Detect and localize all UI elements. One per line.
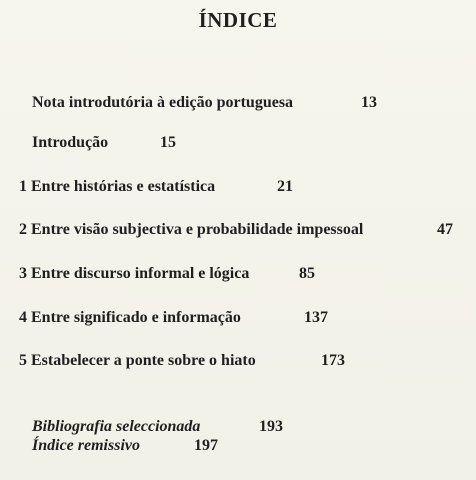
toc-entry-page: 47 <box>437 221 453 238</box>
toc-entry-page: 13 <box>361 94 377 111</box>
toc-entry-page: 137 <box>304 309 328 326</box>
toc-entry-label: Entre visão subjectiva e probabilidade impessoal <box>31 221 364 238</box>
toc-entry-label: Entre histórias e estatística <box>31 178 216 195</box>
toc-entry-page: 193 <box>259 418 283 435</box>
toc-entry-label: Entre discurso informal e lógica <box>31 265 250 282</box>
toc-entry-label: Introdução <box>32 134 109 151</box>
toc-entry-page: 15 <box>160 134 176 151</box>
toc-entry-number: 5 <box>19 352 27 369</box>
toc-entry-page: 173 <box>321 352 345 369</box>
toc-entry-number: 4 <box>19 309 27 326</box>
toc-entry-label: Entre significado e informação <box>31 309 241 326</box>
toc-entry-page: 21 <box>277 178 293 195</box>
toc-entry-number: 3 <box>19 265 27 282</box>
toc-entry-label: Estabelecer a ponte sobre o hiato <box>31 352 256 369</box>
toc-entry-number: 2 <box>19 221 27 238</box>
toc-entry-number: 1 <box>19 178 27 195</box>
toc-entry-label: Nota introdutória à edição portuguesa <box>32 94 294 111</box>
toc-entry-label: Índice remissivo <box>32 437 140 454</box>
toc-entry-page: 197 <box>194 437 218 454</box>
toc-entry-label: Bibliografia seleccionada <box>32 418 201 435</box>
page-title: ÍNDICE <box>198 8 278 32</box>
toc-entry-page: 85 <box>299 265 315 282</box>
